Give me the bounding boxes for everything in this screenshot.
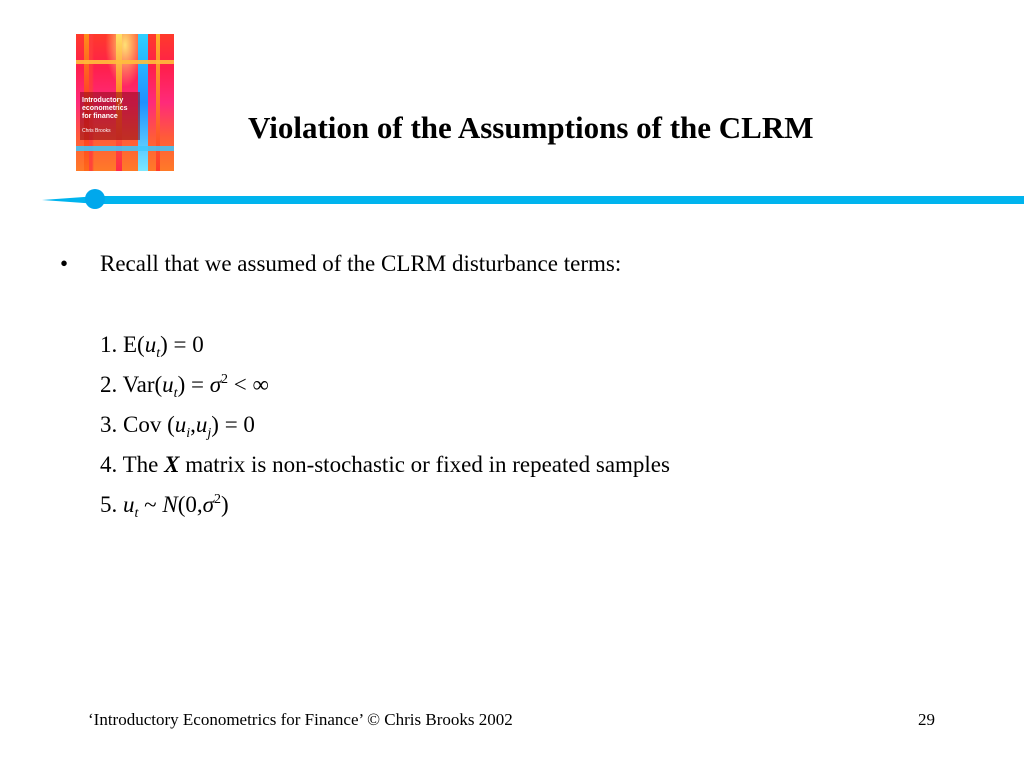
assumption-2-mid: ) = xyxy=(177,372,210,397)
assumption-2-var: u xyxy=(162,372,174,397)
assumption-5-tilde: ~ xyxy=(138,492,163,517)
assumption-5-prefix: 5. xyxy=(100,492,123,517)
cover-title: Introductory econometrics for finance xyxy=(82,97,128,120)
assumption-1-suffix: ) = 0 xyxy=(160,332,204,357)
assumption-5 xyxy=(100,493,670,533)
book-cover-image xyxy=(76,34,174,171)
assumption-2-prefix: 2. Var( xyxy=(100,372,163,397)
assumption-3-var1: u xyxy=(174,412,187,437)
sigma-symbol: σ xyxy=(202,492,214,517)
assumption-3 xyxy=(100,413,670,453)
assumption-5-sup: 2 xyxy=(213,492,221,507)
assumption-list xyxy=(100,333,670,533)
assumption-5-var: u xyxy=(123,492,135,517)
assumption-5-dist: N xyxy=(162,492,178,517)
page-number: 29 xyxy=(918,710,935,729)
slide-title: Violation of the Assumptions of the CLRM xyxy=(248,110,814,145)
assumption-2 xyxy=(100,373,670,413)
assumption-1-var: u xyxy=(144,332,157,357)
assumption-3-prefix: 3. Cov ( xyxy=(100,412,175,437)
assumption-1-prefix: 1. E( xyxy=(100,332,145,357)
sigma-symbol: σ xyxy=(209,372,222,397)
assumption-4-suffix: matrix is non-stochastic or fixed in repeated samples xyxy=(179,452,670,477)
title-divider xyxy=(0,180,1024,220)
cover-stripe xyxy=(76,146,174,151)
assumption-3-sub1: i xyxy=(186,426,191,441)
assumption-3-var2: u xyxy=(195,412,208,437)
cover-stripe xyxy=(76,60,174,64)
assumption-3-sub2: j xyxy=(207,426,212,441)
assumption-5-close: ) xyxy=(220,492,229,517)
assumption-2-sub: t xyxy=(173,386,178,401)
bullet-marker: • xyxy=(60,251,69,276)
assumption-4-prefix: 4. The xyxy=(100,452,165,477)
assumption-5-sub: t xyxy=(134,506,139,521)
divider-line xyxy=(96,196,1024,204)
assumption-5-open: (0, xyxy=(177,492,203,517)
footer-copyright: ‘Introductory Econometrics for Finance’ © Chris Brooks 2002 xyxy=(88,710,513,729)
assumption-1-sub: t xyxy=(156,346,161,361)
bullet-point xyxy=(60,251,621,277)
assumption-2-suffix: < ∞ xyxy=(228,372,269,397)
assumption-3-suffix: ) = 0 xyxy=(211,412,255,437)
assumption-4 xyxy=(100,453,670,493)
assumption-4-matrix: X xyxy=(164,452,180,477)
assumption-2-sup: 2 xyxy=(221,372,229,387)
assumption-3-comma: , xyxy=(190,412,196,437)
assumption-1 xyxy=(100,333,670,373)
bullet-text: Recall that we assumed of the CLRM disturbance terms: xyxy=(100,251,622,276)
divider-dot xyxy=(85,189,105,209)
cover-author: Chris Brooks xyxy=(82,128,111,134)
